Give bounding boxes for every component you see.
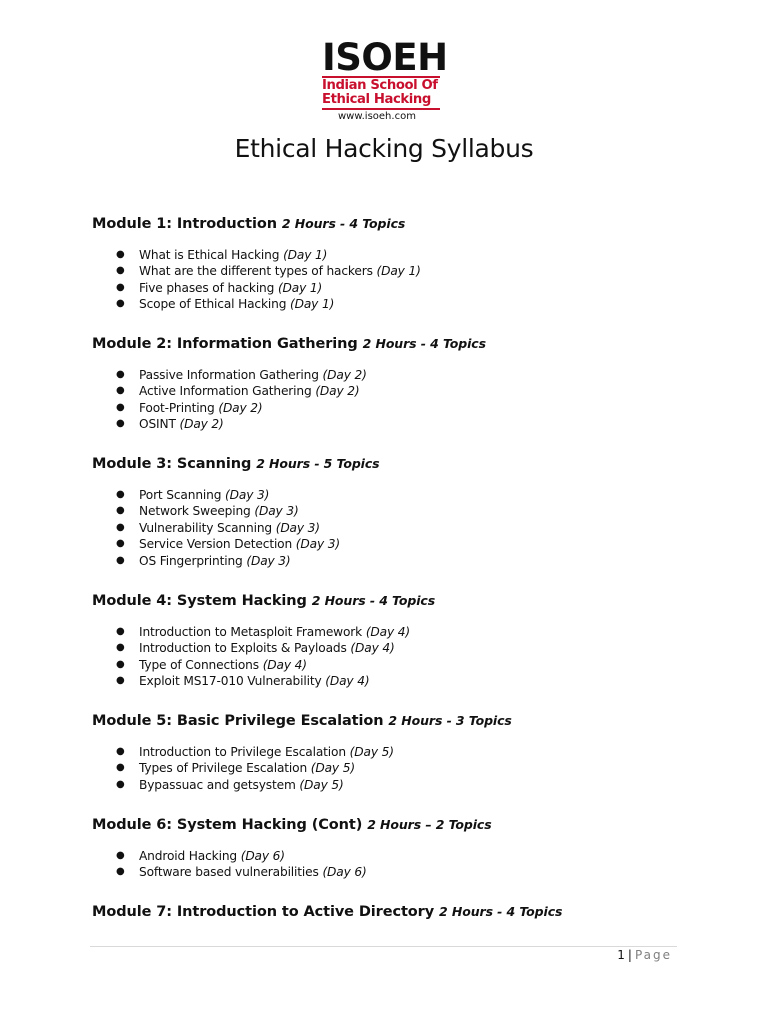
- module-meta: 2 Hours - 4 Topics: [362, 336, 486, 351]
- module-title: Module 3: Scanning: [92, 456, 252, 472]
- module-meta: 2 Hours - 4 Topics: [439, 904, 563, 919]
- module-4: [92, 591, 692, 690]
- topic-text: Exploit MS17-010 Vulnerability: [139, 674, 322, 689]
- topic-text: What is Ethical Hacking: [139, 248, 280, 262]
- topic-list: [92, 624, 692, 690]
- topic-text: Active Information Gathering: [139, 384, 312, 399]
- list-item: [92, 864, 692, 880]
- topic-day: (Day 5): [349, 745, 394, 759]
- list-item: [92, 536, 692, 552]
- list-item: [92, 624, 692, 640]
- topic-day: (Day 2): [315, 384, 360, 399]
- module-meta: 2 Hours - 3 Topics: [388, 713, 512, 728]
- page-label: Page: [634, 948, 672, 962]
- module-heading: [92, 711, 692, 731]
- module-heading: [92, 902, 692, 922]
- module-meta: 2 Hours - 5 Topics: [256, 456, 380, 471]
- page-footer: [617, 948, 672, 962]
- topic-text: Type of Connections: [139, 657, 259, 672]
- topic-text: Foot-Printing: [139, 400, 215, 415]
- topic-text: Android Hacking: [139, 849, 237, 863]
- module-title: Module 5: Basic Privilege Escalation: [92, 713, 384, 729]
- bullet-icon: ●: [116, 675, 125, 687]
- topic-text: Port Scanning: [139, 488, 222, 502]
- bullet-icon: ●: [116, 298, 125, 310]
- logo-tagline-line2: Ethical Hacking: [322, 92, 431, 107]
- module-title: Module 6: System Hacking (Cont): [92, 817, 363, 833]
- topic-text: Types of Privilege Escalation: [139, 761, 308, 776]
- module-title: Module 1: Introduction: [92, 216, 277, 232]
- logo-tagline-box: [322, 76, 440, 110]
- topic-list: [92, 848, 692, 881]
- bullet-icon: ●: [116, 249, 125, 260]
- footer-divider: [90, 946, 677, 947]
- topic-day: (Day 3): [246, 553, 291, 568]
- topic-list: [92, 367, 692, 433]
- bullet-icon: ●: [116, 265, 125, 277]
- topic-text: Vulnerability Scanning: [139, 520, 272, 535]
- list-item: [92, 777, 692, 793]
- list-item: [92, 744, 692, 760]
- list-item: [92, 416, 692, 432]
- list-item: [92, 296, 692, 312]
- list-item: [92, 280, 692, 296]
- module-title: Module 4: System Hacking: [92, 593, 307, 609]
- logo-tagline-line1: Indian School Of: [322, 78, 438, 93]
- topic-text: OS Fingerprinting: [139, 553, 243, 568]
- topic-day: (Day 4): [365, 625, 410, 639]
- topic-day: (Day 4): [350, 641, 395, 656]
- module-6: [92, 815, 692, 881]
- bullet-icon: ●: [116, 385, 125, 397]
- topic-text: What are the different types of hackers: [139, 264, 373, 279]
- module-2: [92, 334, 692, 433]
- topic-day: (Day 4): [325, 674, 370, 689]
- topic-text: Passive Information Gathering: [139, 368, 319, 382]
- topic-list: [92, 247, 692, 313]
- topic-text: OSINT: [139, 417, 176, 432]
- list-item: [92, 247, 692, 263]
- topic-text: Five phases of hacking: [139, 280, 275, 295]
- bullet-icon: ●: [116, 538, 125, 550]
- module-heading: [92, 591, 692, 611]
- topic-text: Introduction to Privilege Escalation: [139, 745, 346, 759]
- topic-text: Bypassuac and getsystem: [139, 777, 296, 792]
- bullet-icon: ●: [116, 746, 125, 757]
- module-meta: 2 Hours - 4 Topics: [281, 216, 406, 231]
- list-item: [92, 367, 692, 383]
- list-item: [92, 383, 692, 399]
- topic-day: (Day 1): [277, 280, 323, 295]
- topic-text: Scope of Ethical Hacking: [139, 297, 287, 312]
- topic-day: (Day 3): [295, 537, 340, 552]
- module-meta: 2 Hours - 4 Topics: [311, 593, 436, 608]
- list-item: [92, 263, 692, 279]
- topic-text: Network Sweeping: [139, 504, 251, 519]
- list-item: [92, 760, 692, 776]
- list-item: [92, 848, 692, 864]
- topic-text: Software based vulnerabilities: [139, 865, 319, 880]
- page-title: Ethical Hacking Syllabus: [234, 134, 534, 163]
- topic-list: [92, 744, 692, 793]
- list-item: [92, 657, 692, 673]
- topic-day: (Day 4): [262, 657, 307, 672]
- list-item: [92, 520, 692, 536]
- bullet-icon: ●: [116, 489, 125, 500]
- bullet-icon: ●: [116, 642, 125, 654]
- bullet-icon: ●: [116, 281, 125, 293]
- bullet-icon: ●: [116, 418, 125, 430]
- list-item: [92, 487, 692, 503]
- bullet-icon: ●: [116, 626, 125, 637]
- module-1: [92, 214, 692, 313]
- module-3: [92, 454, 692, 569]
- module-5: [92, 711, 692, 793]
- topic-day: (Day 6): [240, 849, 285, 863]
- logo-url: www.isoeh.com: [338, 111, 416, 122]
- list-item: [92, 673, 692, 689]
- bullet-icon: ●: [116, 505, 125, 517]
- topic-day: (Day 5): [299, 777, 344, 792]
- topic-text: Introduction to Metasploit Framework: [139, 625, 363, 639]
- bullet-icon: ●: [116, 521, 125, 533]
- topic-day: (Day 2): [322, 368, 367, 382]
- topic-day: (Day 6): [322, 865, 367, 880]
- bullet-icon: ●: [116, 778, 125, 790]
- isoeh-logo: [320, 36, 448, 123]
- module-meta: 2 Hours – 2 Topics: [367, 817, 492, 832]
- logo-name: ISOEH: [322, 36, 448, 79]
- topic-day: (Day 2): [179, 417, 224, 432]
- topic-day: (Day 1): [283, 248, 328, 262]
- topic-day: (Day 3): [254, 504, 299, 519]
- bullet-icon: ●: [116, 554, 125, 566]
- module-title: Module 7: Introduction to Active Directory: [92, 904, 435, 920]
- footer-separator: |: [627, 948, 632, 962]
- list-item: [92, 640, 692, 656]
- topic-text: Service Version Detection: [139, 537, 293, 552]
- bullet-icon: ●: [116, 866, 125, 878]
- topic-day: (Day 1): [376, 264, 421, 279]
- module-title: Module 2: Information Gathering: [92, 336, 358, 352]
- bullet-icon: ●: [116, 850, 125, 861]
- topic-list: [92, 487, 692, 569]
- topic-day: (Day 1): [290, 297, 335, 312]
- list-item: [92, 553, 692, 569]
- bullet-icon: ●: [116, 401, 125, 413]
- module-heading: [92, 454, 692, 474]
- bullet-icon: ●: [116, 762, 125, 774]
- topic-text: Introduction to Exploits & Payloads: [139, 641, 347, 656]
- module-heading: [92, 214, 692, 234]
- bullet-icon: ●: [116, 369, 125, 380]
- topic-day: (Day 2): [218, 400, 263, 415]
- topic-day: (Day 5): [310, 761, 355, 776]
- list-item: [92, 400, 692, 416]
- page-number: 1: [617, 948, 625, 962]
- module-7: [92, 902, 692, 922]
- module-heading: [92, 815, 692, 835]
- topic-day: (Day 3): [225, 488, 270, 502]
- module-heading: [92, 334, 692, 354]
- bullet-icon: ●: [116, 658, 125, 670]
- topic-day: (Day 3): [275, 520, 320, 535]
- list-item: [92, 503, 692, 519]
